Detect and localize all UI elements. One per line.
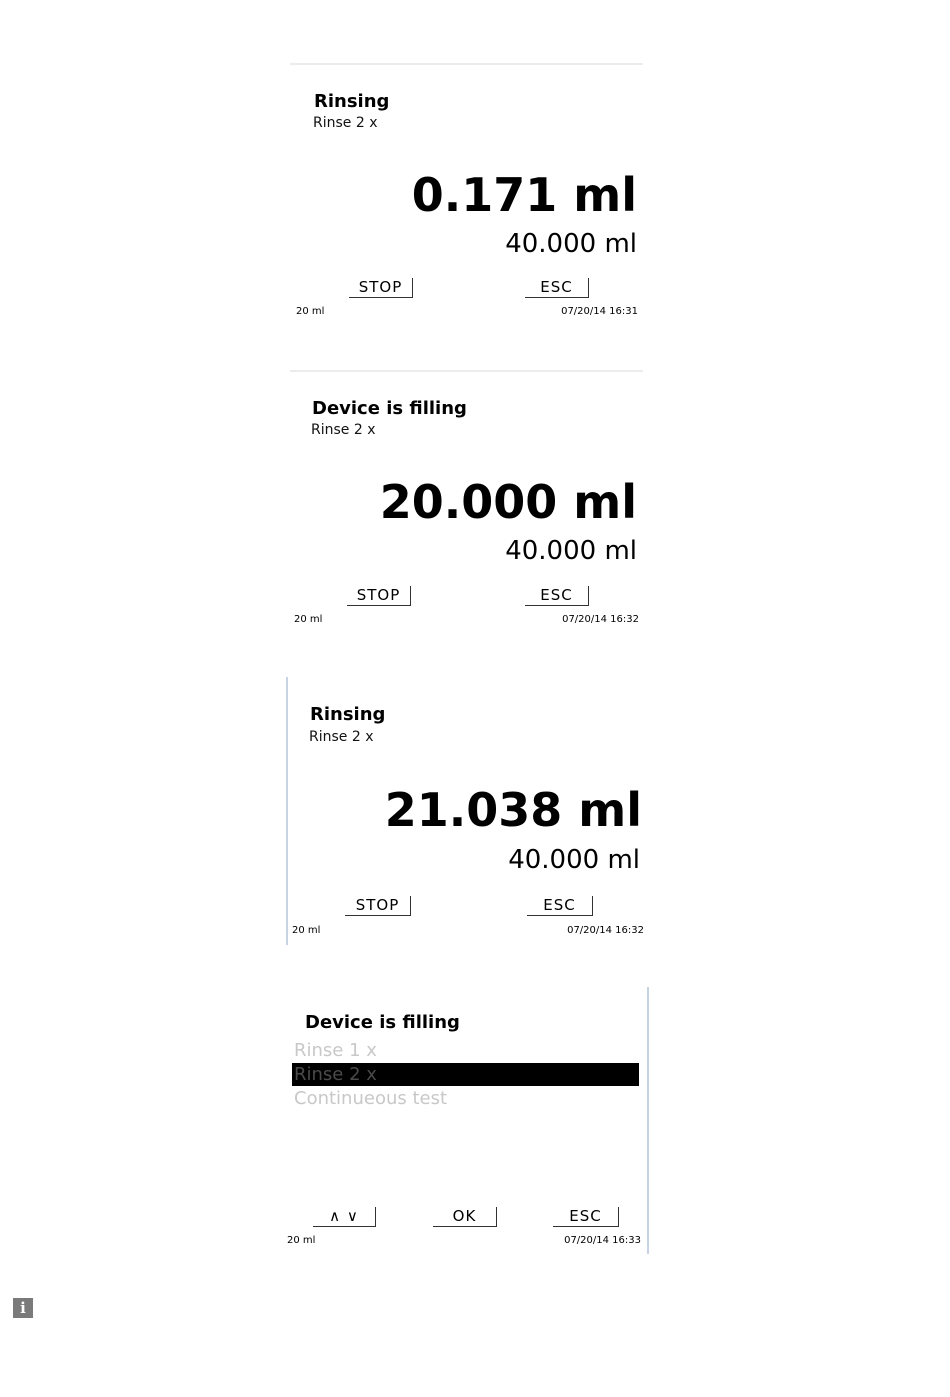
ok-button[interactable]: OK bbox=[433, 1207, 497, 1227]
up-down-button[interactable]: ∧ ∨ bbox=[313, 1207, 376, 1227]
dosed-volume: 0.171 ml bbox=[411, 168, 637, 222]
screen-title: Rinsing bbox=[314, 91, 390, 112]
burette-size: 20 ml bbox=[292, 925, 321, 936]
dosed-volume: 20.000 ml bbox=[379, 475, 637, 529]
stop-button[interactable]: STOP bbox=[349, 278, 413, 298]
stop-button[interactable]: STOP bbox=[347, 586, 411, 606]
datetime: 07/20/14 16:32 bbox=[567, 925, 644, 936]
screen-rinsing-2 bbox=[288, 680, 646, 942]
method-item-rinse-1[interactable]: Rinse 1 x bbox=[294, 1040, 377, 1061]
screen-subtitle: Rinse 2 x bbox=[313, 115, 378, 131]
burette-size: 20 ml bbox=[294, 614, 323, 625]
dosed-volume: 21.038 ml bbox=[384, 783, 642, 837]
divider bbox=[290, 63, 643, 65]
burette-size: 20 ml bbox=[287, 1235, 316, 1246]
datetime: 07/20/14 16:33 bbox=[564, 1235, 641, 1246]
screen-title: Device is filling bbox=[305, 1012, 460, 1033]
screen-method-list bbox=[287, 990, 645, 1252]
method-item-rinse-2[interactable]: Rinse 2 x bbox=[292, 1063, 639, 1086]
esc-button[interactable]: ESC bbox=[553, 1207, 619, 1227]
datetime: 07/20/14 16:31 bbox=[561, 306, 638, 317]
screen-border-right bbox=[647, 987, 649, 1254]
info-icon: i bbox=[13, 1298, 33, 1318]
esc-button[interactable]: ESC bbox=[527, 896, 593, 916]
screen-title: Rinsing bbox=[310, 704, 386, 725]
divider bbox=[290, 370, 643, 372]
target-volume: 40.000 ml bbox=[508, 845, 640, 875]
burette-size: 20 ml bbox=[296, 306, 325, 317]
target-volume: 40.000 ml bbox=[505, 229, 637, 259]
screen-subtitle: Rinse 2 x bbox=[311, 422, 376, 438]
target-volume: 40.000 ml bbox=[505, 536, 637, 566]
screen-filling bbox=[290, 373, 643, 633]
screen-subtitle: Rinse 2 x bbox=[309, 729, 374, 745]
esc-button[interactable]: ESC bbox=[525, 586, 589, 606]
screen-title: Device is filling bbox=[312, 398, 467, 419]
esc-button[interactable]: ESC bbox=[525, 278, 589, 298]
method-item-continuous-test[interactable]: Continueous test bbox=[294, 1088, 448, 1109]
stop-button[interactable]: STOP bbox=[345, 896, 411, 916]
datetime: 07/20/14 16:32 bbox=[562, 614, 639, 625]
screen-rinsing-1 bbox=[290, 66, 643, 326]
